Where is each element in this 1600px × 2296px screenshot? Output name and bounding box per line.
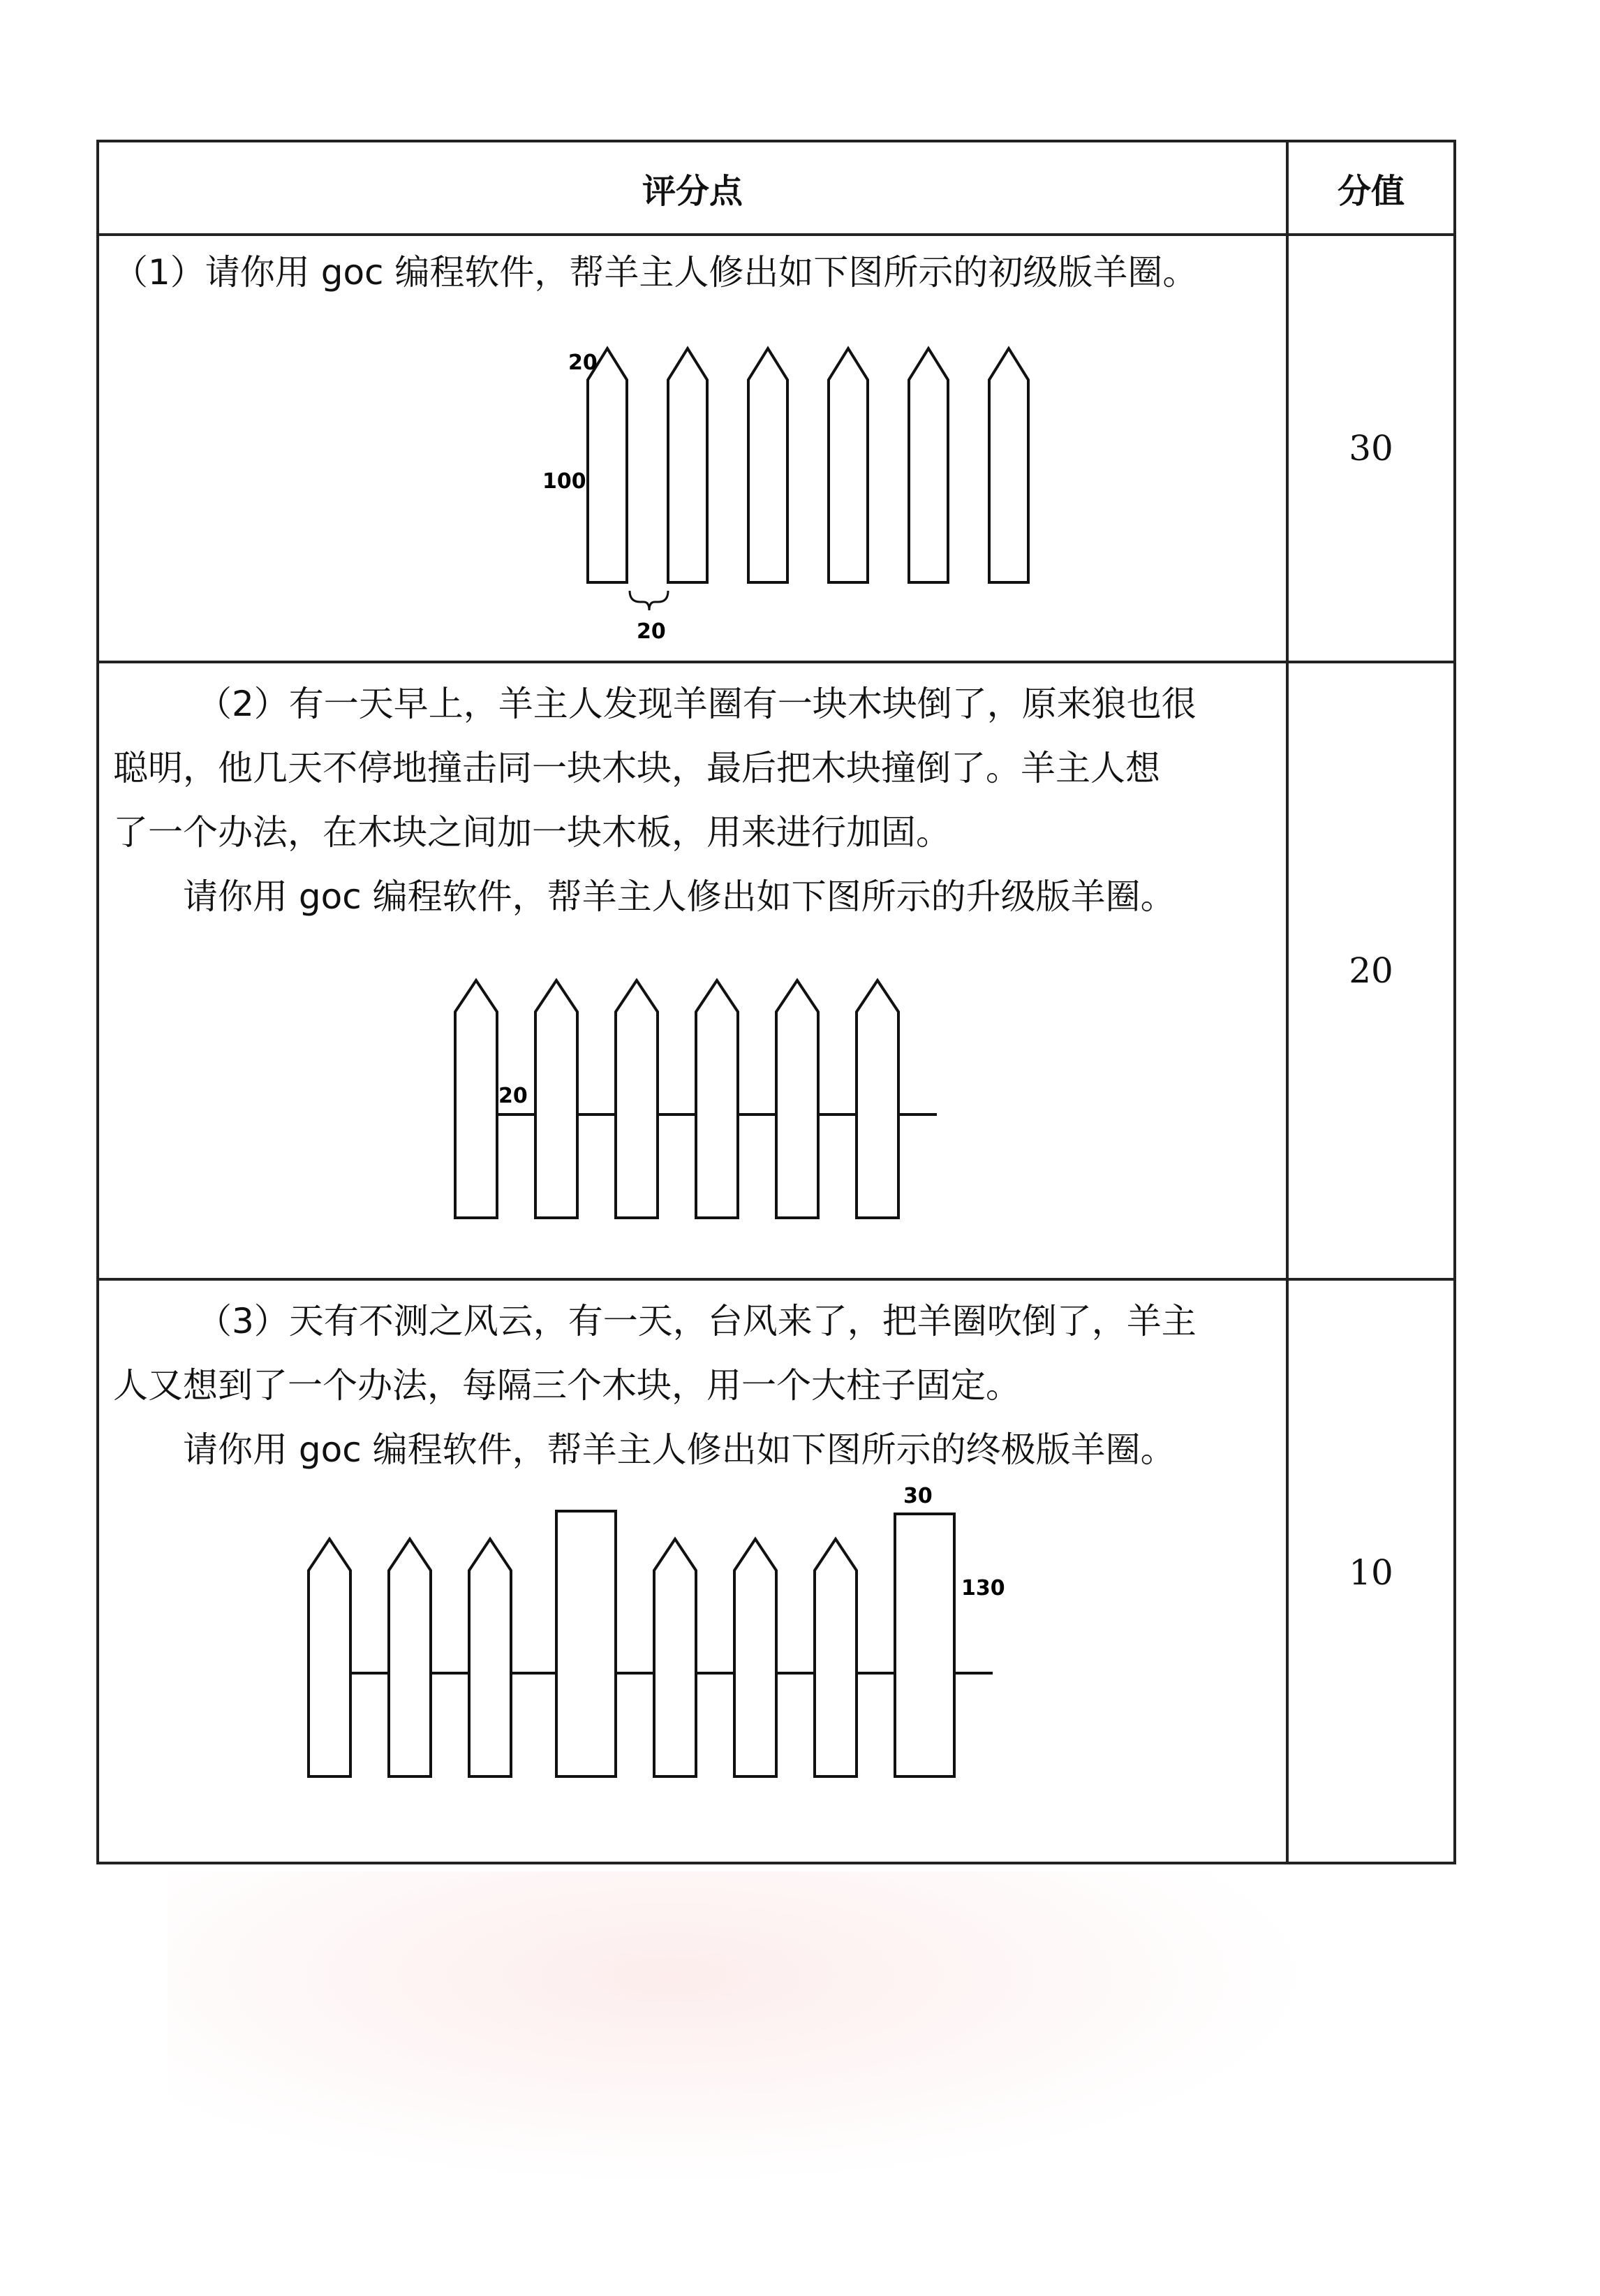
row3-paragraph-2: 人又想到了一个办法，每隔三个木块，用一个大柱子固定。: [113, 1365, 1021, 1406]
row2-paragraph-3: 了一个办法，在木块之间加一块木板，用来进行加固。: [113, 812, 951, 853]
label-board: 20: [498, 1084, 528, 1108]
header-criteria: 评分点: [642, 171, 743, 211]
row3-paragraph-3: 请你用 goc 编程软件，帮羊主人修出如下图所示的终极版羊圈。: [183, 1429, 1176, 1470]
scoring-table: [96, 140, 1456, 1864]
picket-3: [748, 348, 787, 582]
row3-paragraph-1: （3）天有不测之风云，有一天，台风来了，把羊圈吹倒了，羊主: [197, 1301, 1197, 1341]
picket-2: [389, 1539, 431, 1776]
row3-score: 10: [1349, 1552, 1393, 1593]
row1-score: 30: [1349, 428, 1393, 469]
row2-score: 20: [1349, 950, 1393, 991]
row-divider-2: [99, 1278, 1453, 1281]
fence-final-diagram: [302, 1469, 1209, 1804]
picket-3: [616, 980, 658, 1218]
picket-4: [654, 1539, 696, 1776]
picket-3: [469, 1539, 511, 1776]
paper-smudge: [168, 1871, 1424, 2221]
label-tip: 20: [568, 351, 598, 375]
label-post-width: 30: [903, 1484, 933, 1508]
fence-upgraded-diagram: [448, 966, 1076, 1246]
picket-5: [909, 348, 948, 582]
picket-5: [734, 1539, 776, 1776]
row3-question: [113, 1289, 1272, 1482]
picket-1: [455, 980, 497, 1218]
row2-question: [113, 672, 1272, 929]
picket-6: [989, 348, 1028, 582]
label-height: 100: [542, 469, 586, 494]
label-gap: 20: [637, 619, 666, 644]
row2-paragraph-1: （2）有一天早上，羊主人发现羊圈有一块木块倒了，原来狼也很: [197, 684, 1197, 724]
picket-4: [829, 348, 868, 582]
fence-basic-diagram: [427, 331, 1055, 652]
gap-brace: [630, 591, 668, 610]
post-2: [895, 1514, 954, 1776]
header-divider: [99, 233, 1453, 236]
row-divider-1: [99, 661, 1453, 663]
picket-5: [776, 980, 818, 1218]
picket-2: [535, 980, 577, 1218]
picket-1: [588, 348, 627, 582]
row1-paragraph-1: （1）请你用 goc 编程软件，帮羊主人修出如下图所示的初级版羊圈。: [113, 252, 1198, 293]
picket-6: [857, 980, 898, 1218]
picket-2: [668, 348, 707, 582]
row2-paragraph-2: 聪明，他几天不停地撞击同一块木块，最后把木块撞倒了。羊主人想: [113, 748, 1160, 788]
row2-paragraph-4: 请你用 goc 编程软件，帮羊主人修出如下图所示的升级版羊圈。: [183, 876, 1176, 917]
post-1: [556, 1511, 616, 1776]
row1-question: [113, 240, 1272, 304]
picket-4: [696, 980, 738, 1218]
picket-6: [815, 1539, 857, 1776]
picket-1: [309, 1539, 350, 1776]
header-score: 分值: [1337, 171, 1405, 211]
label-post-height: 130: [961, 1576, 1005, 1600]
